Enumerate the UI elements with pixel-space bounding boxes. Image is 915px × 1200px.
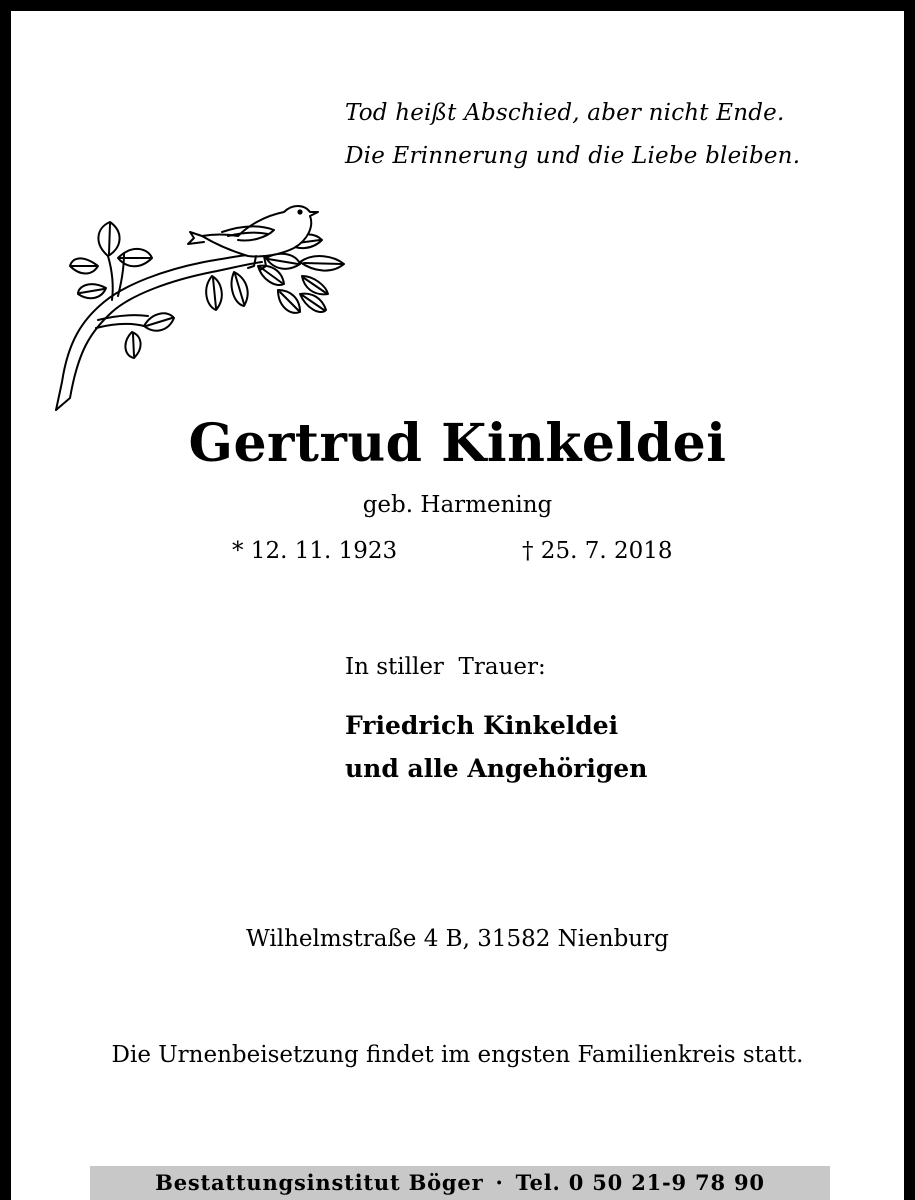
- mourner-line-1: Friedrich Kinkeldei: [345, 711, 619, 740]
- footer-separator: ·: [495, 1170, 504, 1195]
- mourning-label: In stiller Trauer:: [345, 654, 546, 680]
- birth-date: * 12. 11. 1923: [232, 538, 398, 564]
- funeral-notice: Die Urnenbeisetzung findet im engsten Familienkreis statt.: [111, 1042, 804, 1068]
- memorial-quote: [345, 92, 885, 178]
- maiden-name: geb. Harmening: [362, 492, 553, 518]
- address: Wilhelmstraße 4 B, 31582 Nienburg: [246, 926, 669, 952]
- quote-line-1: Tod heißt Abschied, aber nicht Ende.: [345, 100, 785, 126]
- funeral-home-footer: [90, 1166, 830, 1200]
- funeral-home-phone: Tel. 0 50 21-9 78 90: [515, 1170, 765, 1195]
- death-date: † 25. 7. 2018: [522, 538, 673, 564]
- mourner-line-2: und alle Angehörigen: [345, 754, 648, 783]
- bird-on-branch-icon: [52, 192, 352, 414]
- mourners-list: [345, 704, 647, 790]
- funeral-home-name: Bestattungsinstitut Böger: [155, 1170, 484, 1195]
- quote-line-2: Die Erinnerung und die Liebe bleiben.: [345, 143, 801, 169]
- deceased-name: Gertrud Kinkeldei: [188, 413, 727, 474]
